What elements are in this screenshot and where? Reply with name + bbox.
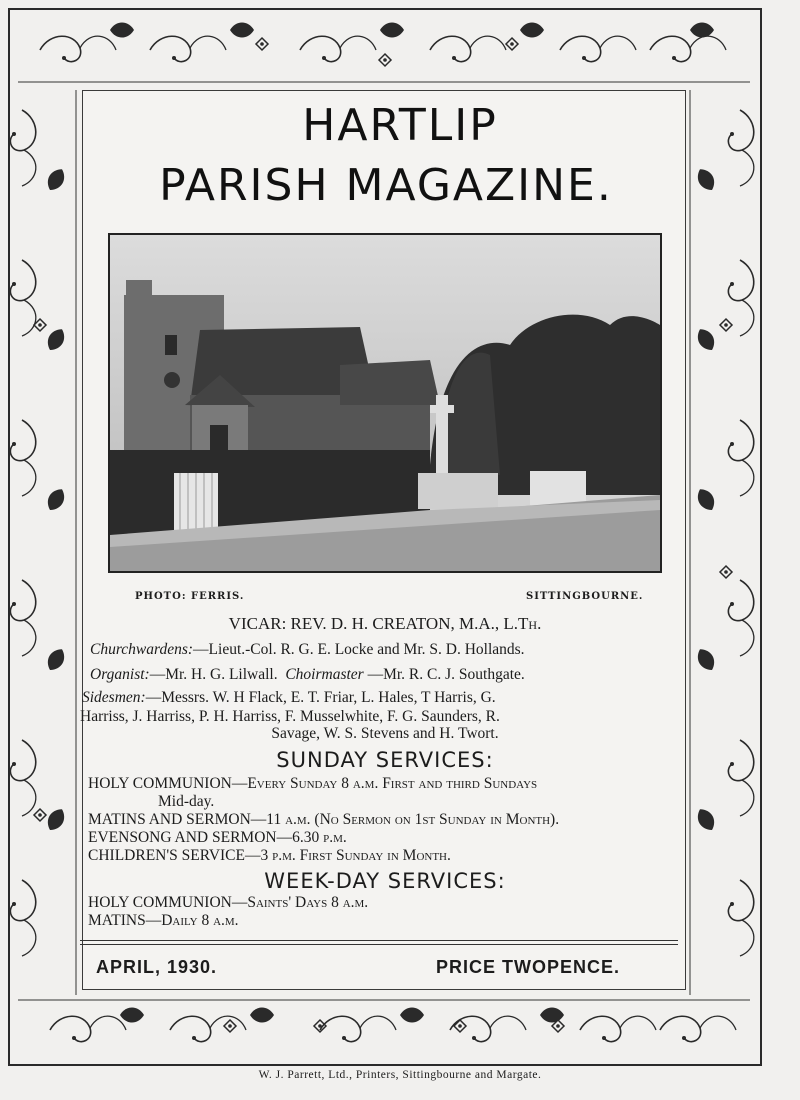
choirmaster-text: —Mr. R. C. J. Southgate.	[367, 666, 525, 683]
photo-credit-right: SITTINGBOURNE.	[526, 591, 644, 602]
sunday-line1: HOLY COMMUNION—Every Sunday 8 a.m. First and third Sundays	[88, 775, 538, 792]
weekday-line1: HOLY COMMUNION—Saints' Days 8 a.m.	[88, 894, 369, 911]
issue-date: APRIL, 1930.	[96, 957, 218, 977]
sidesmen-line3: Savage, W. S. Stevens and H. Twort.	[271, 725, 499, 742]
price: PRICE TWOPENCE.	[436, 957, 621, 977]
weekday-services-heading: WEEK-DAY SERVICES:	[264, 869, 506, 893]
sidesmen-text1: —Messrs. W. H Flack, E. T. Friar, L. Hales, T Harris, G.	[145, 689, 496, 706]
organist-text: —Mr. H. G. Lilwall.	[149, 666, 278, 683]
sidesmen-label: Sidesmen:	[82, 689, 146, 706]
churchwardens-label: Churchwardens:	[90, 641, 194, 658]
organist-label: Organist:	[90, 666, 150, 683]
sunday-line2: Mid-day.	[158, 793, 215, 810]
weekday-line2: MATINS—Daily 8 a.m.	[88, 912, 239, 929]
choirmaster-label: Choirmaster	[285, 666, 364, 683]
masthead-title-line1: HARTLIP	[302, 100, 498, 151]
divider-rule-top	[80, 940, 678, 941]
churchwardens-text: —Lieut.-Col. R. G. E. Locke and Mr. S. D. Hollands.	[193, 641, 525, 658]
sunday-services-heading: SUNDAY SERVICES:	[276, 748, 494, 772]
sidesmen-line2: Harriss, J. Harriss, P. H. Harriss, F. Musselwhite, F. G. Saunders, R.	[80, 708, 500, 725]
masthead-title-line2: PARISH MAGAZINE.	[159, 160, 613, 211]
sidesmen-line1	[82, 688, 692, 708]
photo-credit-left: PHOTO: FERRIS.	[135, 591, 245, 602]
vicar-line: VICAR: REV. D. H. CREATON, M.A., L.Th.	[228, 614, 542, 633]
churchwardens-line	[90, 640, 700, 660]
organist-line	[90, 665, 700, 685]
church-photograph	[108, 233, 662, 573]
sunday-line3: MATINS AND SERMON—11 a.m. (No Sermon on 1st Sunday in Month).	[88, 811, 560, 828]
printer-imprint: W. J. Parrett, Ltd., Printers, Sittingbourne and Margate.	[258, 1069, 542, 1081]
sunday-line5: CHILDREN'S SERVICE—3 p.m. First Sunday in Month.	[88, 847, 451, 864]
sunday-line4: EVENSONG AND SERMON—6.30 p.m.	[88, 829, 347, 846]
divider-rule-bottom	[80, 944, 678, 945]
